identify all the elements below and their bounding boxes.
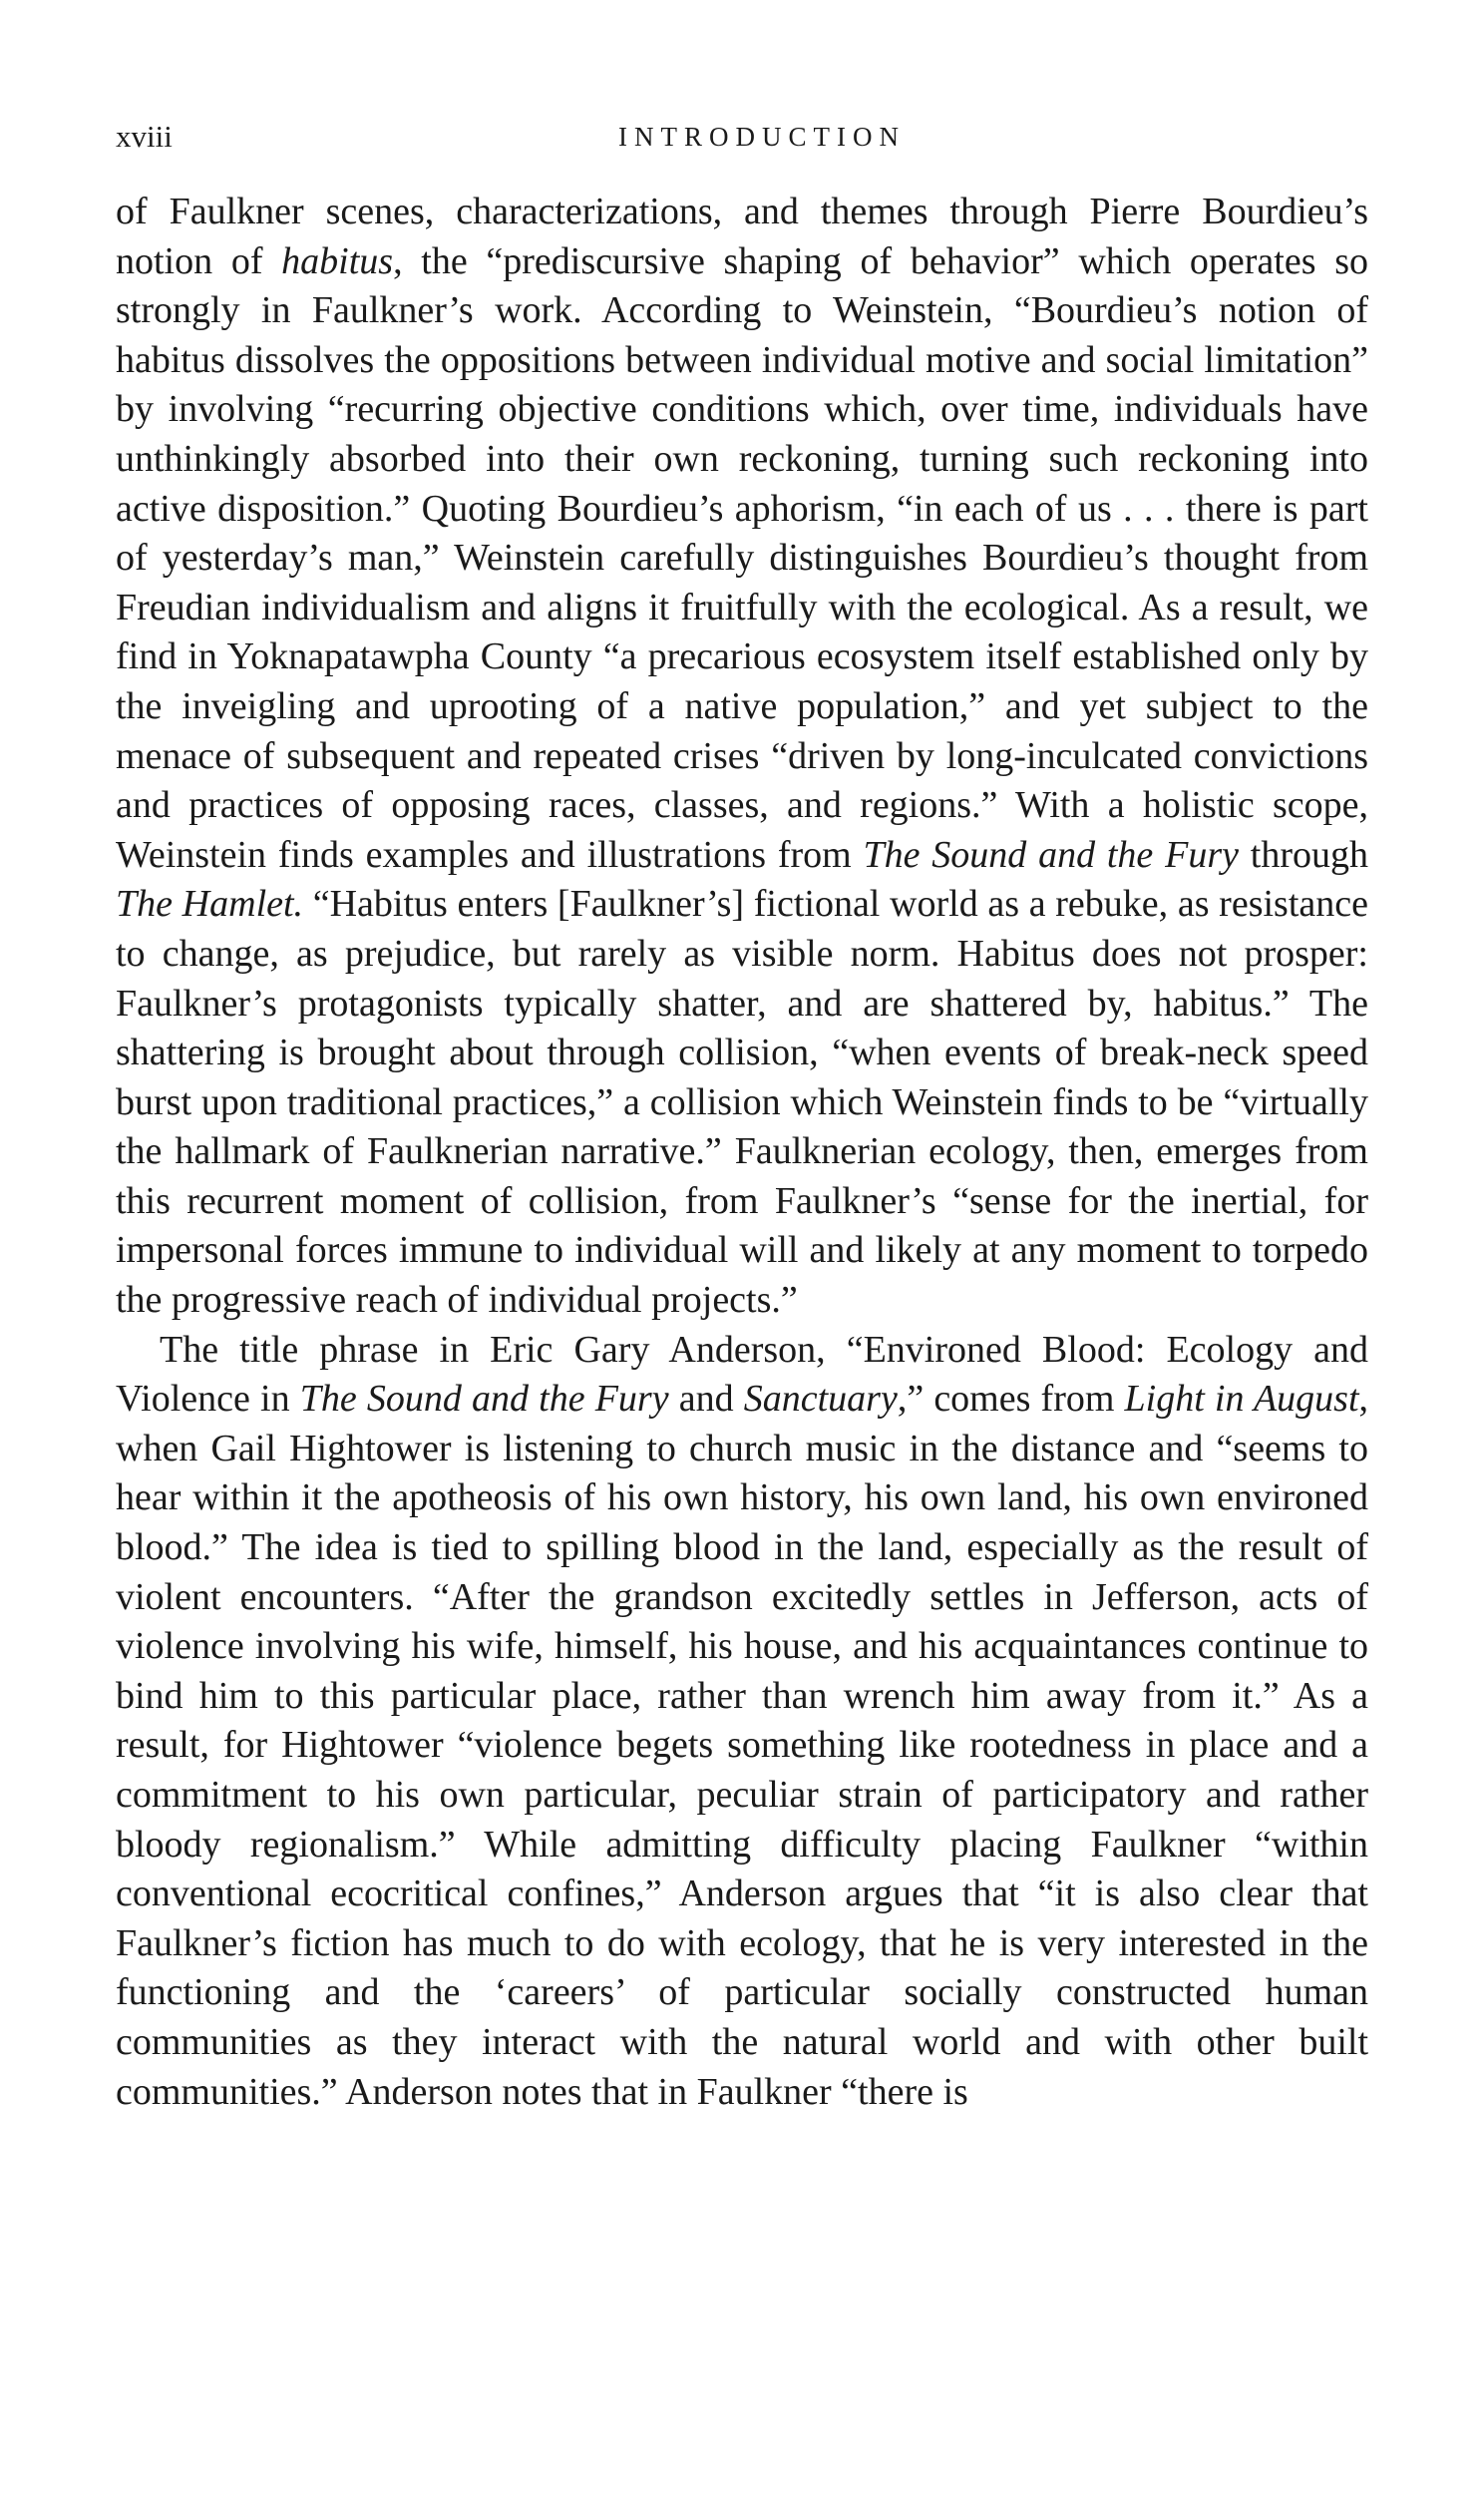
text-run: through <box>1238 833 1368 876</box>
text-run: “Habitus enters [Faulkner’s] fictional world as a rebuke, as resistance to change, as prejudice, but rarely as visible norm. Habitus does not prosper: Faulkner’s protagonists typically shatter, and are shattered by, habitus.” The shattering is brought about through collision, “when events of break-neck speed burst upon traditional practices,” a collision which Weinstein finds to be “virtually the hallmark of Faulknerian narrative.” Faulknerian ecology, then, emerges from this recurrent moment of collision, from Faulkner’s “sense for the inertial, for impersonal forces immune to individual will and likely at any moment to torpedo the progressive reach of individual projects.” <box>116 883 1368 1322</box>
running-head <box>116 112 1368 162</box>
text-run: ,” comes from <box>897 1378 1125 1421</box>
italic-title: Sanctuary <box>743 1378 898 1421</box>
section-title: INTRODUCTION <box>618 122 906 152</box>
paragraph-continued <box>116 188 1368 1326</box>
italic-title: Light in August <box>1124 1378 1359 1421</box>
text-run: , when Gail Hightower is listening to church music in the distance and “seems to hear within it the apotheosis of his own history, his own land, his own environed blood.” The idea is tied to spilling blood in the land, especially as the result of violent encounters. “After the grandson excitedly settles in Jefferson, acts of violence involving his wife, himself, his house, and his acquaintances continue to bind him to this particular place, rather than wrench him away from it.” As a result, for Hightower “violence begets something like rootedness in place and a commitment to his own particular, peculiar strain of participatory and rather bloody regionalism.” While admitting difficulty placing Faulkner “within conventional ecocritical confines,” Anderson argues that “it is also clear that Faulkner’s fiction has much to do with ecology, that he is very interested in the functioning and the ‘careers’ of particular socially constructed human communities as they interact with the natural world and with other built communities.” Anderson notes that in Faulkner “there is <box>116 1378 1369 2113</box>
body-text <box>116 188 1368 2117</box>
text-run: The title phrase in Eric Gary Anderson, “Environed Blood: Ecology and Violence in <box>116 1328 1368 1421</box>
italic-title: The Sound and the Fury <box>299 1378 669 1421</box>
text-run: and <box>668 1378 744 1421</box>
italic-title: The Sound and the Fury <box>863 833 1239 876</box>
book-page <box>116 112 1368 2117</box>
text-run: , the “prediscursive shaping of behavior” which operates so strongly in Faulkner’s work. According to Weinstein, “Bourdieu’s notion of habitus dissolves the oppositions between individual motive and social limitation” by involving “recurring objective conditions which, over time, individuals have unthinkingly absorbed into their own reckoning, turning such reckoning into active disposition.” Quoting Bourdieu’s aphorism, “in each of us . . . there is part of yesterday’s man,” Weinstein carefully distinguishes Bourdieu’s thought from Freudian individualism and aligns it fruitfully with the ecological. As a result, we find in Yoknapatawpha County “a precarious ecosystem itself established only by the inveigling and uprooting of a native population,” and yet subject to the menace of subsequent and repeated crises “driven by long-inculcated convictions and practices of opposing races, classes, and regions.” With a holistic scope, Weinstein finds examples and illustrations from <box>116 239 1368 876</box>
text-run: of Faulkner scenes, characterizations, and themes through Pierre Bourdieu’s notion of <box>116 191 1368 282</box>
italic-title: The Hamlet. <box>116 883 304 926</box>
page-number: xviii <box>116 119 173 154</box>
italic-title: habitus <box>281 239 394 282</box>
paragraph-anderson <box>116 1326 1368 2118</box>
